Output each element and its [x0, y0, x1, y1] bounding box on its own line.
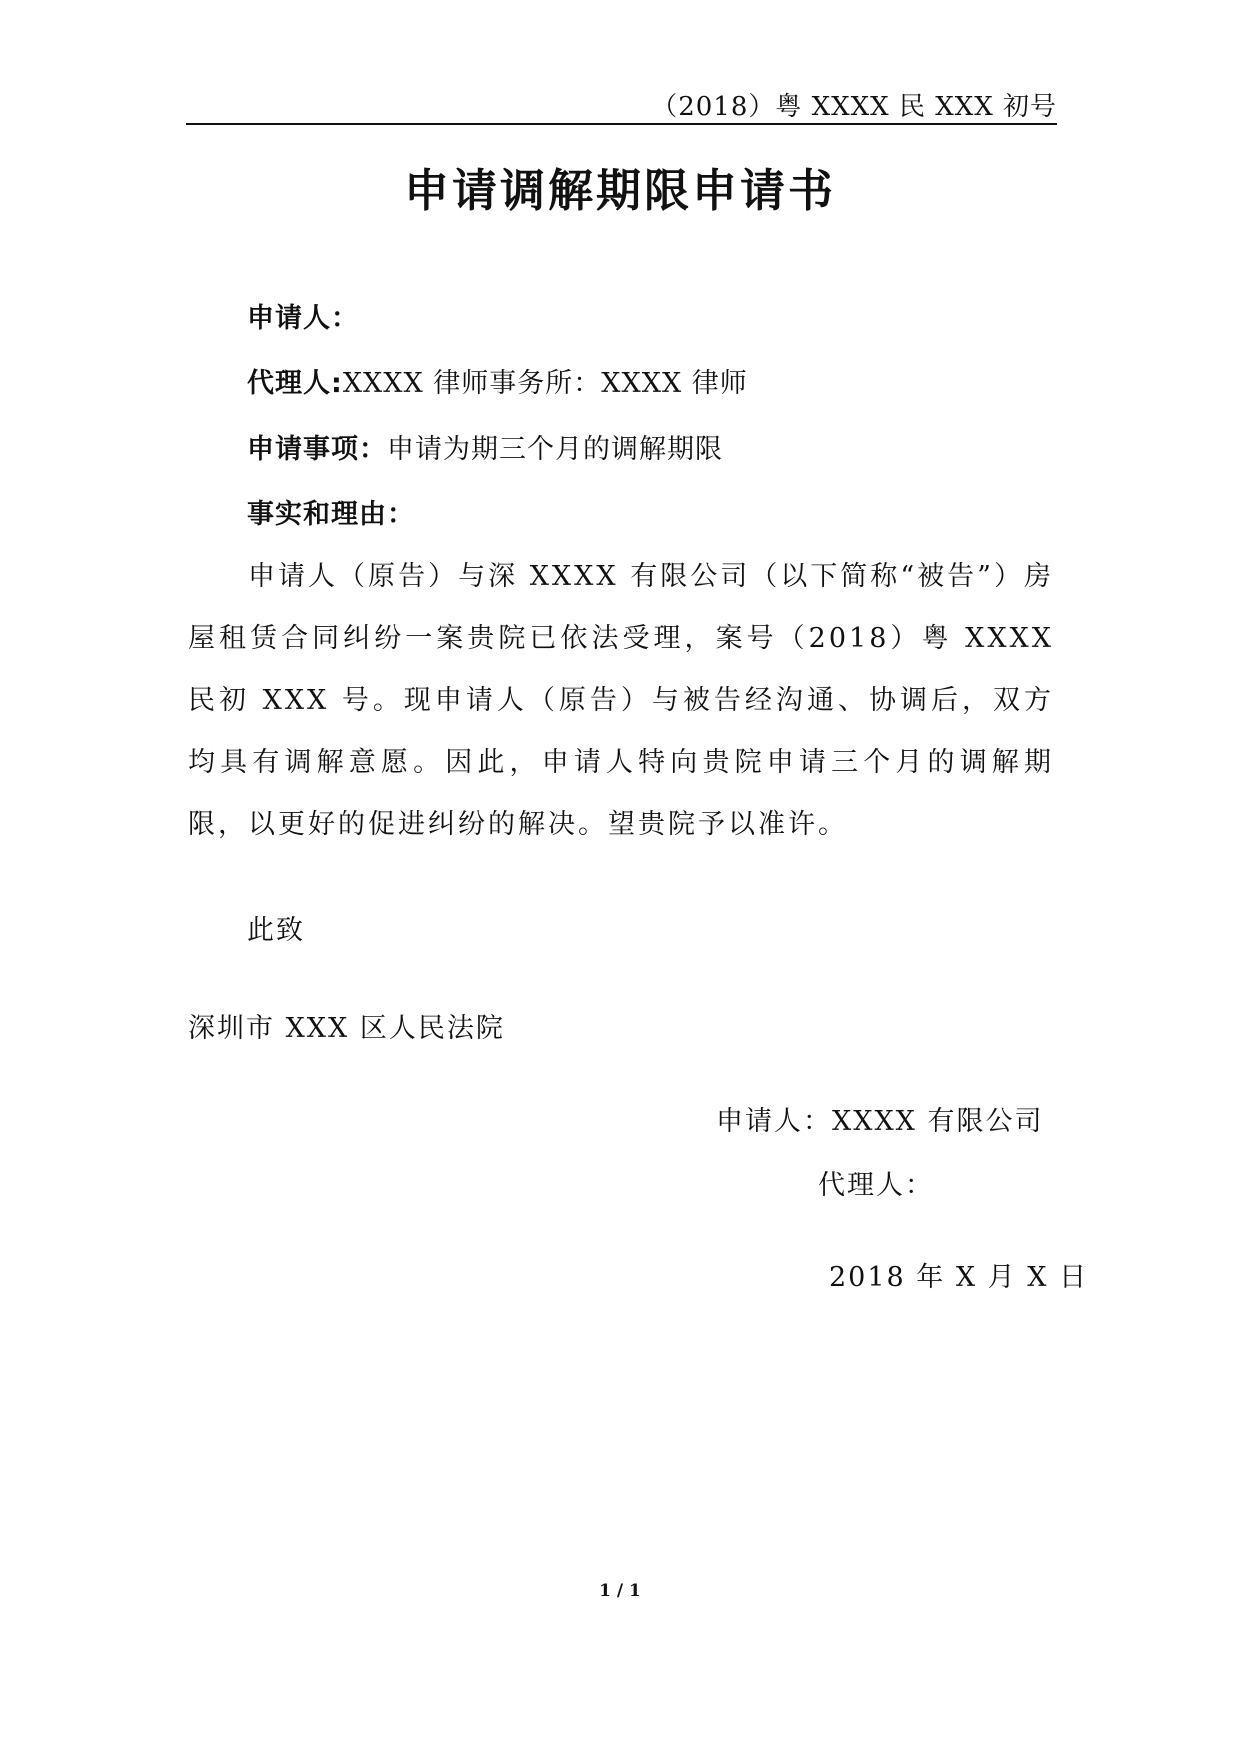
- header-divider: [186, 123, 1057, 125]
- case-reference: （2018）粤 XXXX 民 XXX 初号: [651, 92, 1057, 122]
- applicant-field: [247, 296, 359, 335]
- page-number: 1 / 1: [599, 1581, 641, 1601]
- matter-label: 申请事项：: [247, 434, 387, 465]
- facts-label: 事实和理由：: [247, 499, 415, 530]
- recipient-court: 深圳市 XXX 区人民法院: [188, 1013, 505, 1044]
- facts-body: 申请人（原告）与深 XXXX 有限公司（以下简称“被告”）房屋租赁合同纠纷一案贵院已依法受理，案号（2018）粤 XXXX 民初 XXX 号。现申请人（原告）与被告经沟通、协调后，双方均具有调解意愿。因此，申请人特向贵院申请三个月的调解期限，以更好的促进纠纷的解决。望贵院予以准许。: [188, 561, 1054, 840]
- agent-value: XXXX 律师事务所：XXXX 律师: [342, 368, 748, 399]
- signature-date: 2018 年 X 月 X 日: [829, 1262, 1089, 1293]
- agent-label: 代理人:: [247, 368, 343, 399]
- signature-applicant: 申请人：XXXX 有限公司: [716, 1106, 1044, 1137]
- salutation: 此致: [247, 915, 305, 946]
- applicant-label: 申请人：: [247, 303, 359, 334]
- facts-field: [247, 492, 415, 531]
- agent-field: [247, 361, 748, 400]
- matter-value: 申请为期三个月的调解期限: [387, 434, 723, 465]
- signature-agent: 代理人：: [818, 1170, 934, 1201]
- document-title: 申请调解期限申请书: [403, 164, 836, 217]
- matter-field: [247, 427, 723, 466]
